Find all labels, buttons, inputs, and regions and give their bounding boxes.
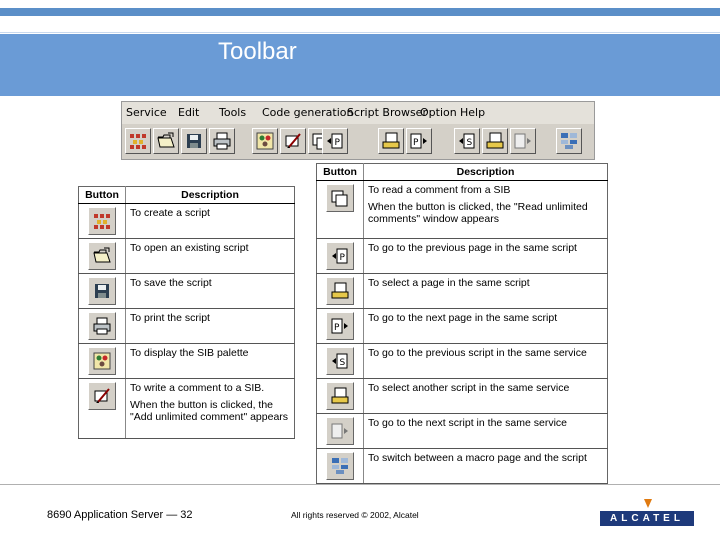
- next-script-icon-graphic: [331, 422, 349, 440]
- table-row: [317, 449, 608, 484]
- right-header-button: Button: [317, 164, 364, 181]
- svg-text:P: P: [334, 323, 340, 333]
- table-row: [317, 344, 608, 379]
- menu-option[interactable]: Option: [420, 106, 457, 119]
- description-text: To go to the previous script in the same service: [368, 347, 587, 359]
- description-cell: [126, 344, 295, 379]
- description-text: To print the script: [130, 312, 210, 324]
- svg-text:S: S: [466, 138, 473, 148]
- button-cell: [317, 379, 364, 414]
- toolbar-button-open-script[interactable]: [153, 128, 179, 154]
- toolbar-button-add-comment[interactable]: [280, 128, 306, 154]
- open-script-icon-graphic: [93, 247, 111, 265]
- toolbar-button-previous-script[interactable]: [454, 128, 480, 154]
- description-text: To open an existing script: [130, 242, 249, 254]
- left-header-description: Description: [126, 187, 295, 204]
- table-row: [79, 344, 295, 379]
- print-script-icon: [88, 312, 116, 340]
- table-row: [79, 239, 295, 274]
- table-row: [317, 239, 608, 274]
- read-comment-icon: [326, 184, 354, 212]
- description-text: To write a comment to a SIB.: [130, 382, 265, 394]
- description-cell: [126, 204, 295, 239]
- description-text: To create a script: [130, 207, 210, 219]
- description-text: To switch between a macro page and the script: [368, 452, 587, 464]
- table-row: [317, 309, 608, 344]
- button-cell: [317, 449, 364, 484]
- left-header-button: Button: [79, 187, 126, 204]
- create-script-icon-graphic: [129, 132, 147, 150]
- description-cell: [126, 239, 295, 274]
- slide-title: Toolbar: [218, 38, 297, 65]
- toolbar-button-print-script[interactable]: [209, 128, 235, 154]
- button-cell: [79, 344, 126, 379]
- select-script-icon-graphic: [486, 132, 504, 150]
- previous-page-icon: [326, 242, 354, 270]
- button-cell: [79, 379, 126, 439]
- button-cell: [79, 274, 126, 309]
- description-text: To select a page in the same script: [368, 277, 530, 289]
- add-comment-icon-graphic: [284, 132, 302, 150]
- button-cell: [317, 309, 364, 344]
- toolbar-button-previous-page[interactable]: [322, 128, 348, 154]
- menu-script-browser[interactable]: Script Browser: [347, 106, 427, 119]
- toolbar-button-next-script[interactable]: [510, 128, 536, 154]
- select-page-icon: [326, 277, 354, 305]
- create-script-icon: [88, 207, 116, 235]
- right-description-table: [316, 163, 608, 484]
- description-cell: [364, 379, 608, 414]
- toolbar-button-select-script[interactable]: [482, 128, 508, 154]
- menu-edit[interactable]: Edit: [178, 106, 200, 119]
- switch-macro-page-icon: [326, 452, 354, 480]
- previous-script-icon: [326, 347, 354, 375]
- previous-page-icon-graphic: [331, 247, 349, 265]
- next-page-icon-graphic: [331, 317, 349, 335]
- add-comment-icon-graphic: [93, 387, 111, 405]
- table-row: [317, 274, 608, 309]
- next-page-icon-graphic: [410, 132, 428, 150]
- menu-bar: [122, 102, 594, 124]
- previous-script-icon-graphic: [331, 352, 349, 370]
- select-page-icon-graphic: [331, 282, 349, 300]
- description-cell: [364, 414, 608, 449]
- description-text: To go to the previous page in the same script: [368, 242, 577, 254]
- create-script-icon-graphic: [93, 212, 111, 230]
- toolbar-button-next-page[interactable]: [406, 128, 432, 154]
- right-header-description: Description: [364, 164, 608, 181]
- svg-text:P: P: [413, 138, 419, 148]
- description-text: When the button is clicked, the "Add unlimited comment" appears: [130, 399, 289, 423]
- button-cell: [317, 344, 364, 379]
- toolbar-button-select-page[interactable]: [378, 128, 404, 154]
- toolbar-button-save-script[interactable]: [181, 128, 207, 154]
- toolbar-screenshot: [121, 101, 595, 160]
- svg-text:S: S: [339, 358, 346, 368]
- menu-tools[interactable]: Tools: [219, 106, 247, 119]
- switch-macro-page-icon-graphic: [560, 132, 578, 150]
- description-cell: [126, 379, 295, 439]
- table-row: [317, 414, 608, 449]
- table-row: [79, 309, 295, 344]
- description-cell: [126, 309, 295, 344]
- footer-divider: [0, 484, 720, 485]
- table-row: [317, 379, 608, 414]
- description-cell: [364, 449, 608, 484]
- banner-divider: [0, 32, 720, 33]
- next-script-icon: [326, 417, 354, 445]
- menu-help[interactable]: Help: [460, 106, 486, 119]
- description-cell: [364, 274, 608, 309]
- left-description-table: [78, 186, 295, 439]
- select-page-icon-graphic: [382, 132, 400, 150]
- alcatel-logo: ALCATEL: [600, 511, 694, 526]
- top-stripe: [0, 8, 720, 16]
- button-cell: [317, 414, 364, 449]
- description-text: When the button is clicked, the "Read unlimited comments" window appears: [368, 201, 588, 225]
- toolbar-row: [122, 127, 594, 157]
- open-script-icon: [88, 242, 116, 270]
- description-text: To go to the next script in the same service: [368, 417, 568, 429]
- description-cell: [364, 239, 608, 274]
- table-row: [79, 204, 295, 239]
- select-script-icon-graphic: [331, 387, 349, 405]
- description-cell: [364, 309, 608, 344]
- svg-text:P: P: [339, 253, 345, 263]
- description-text: To go to the next page in the same script: [368, 312, 558, 324]
- select-script-icon: [326, 382, 354, 410]
- button-cell: [317, 274, 364, 309]
- toolbar-button-create-script[interactable]: [125, 128, 151, 154]
- next-page-icon: [326, 312, 354, 340]
- sib-palette-icon-graphic: [93, 352, 111, 370]
- button-cell: [79, 239, 126, 274]
- footer-copyright: All rights reserved © 2002, Alcatel: [291, 510, 419, 520]
- menu-service[interactable]: Service: [126, 106, 167, 119]
- previous-page-icon-graphic: [326, 132, 344, 150]
- description-cell: [364, 181, 608, 239]
- save-script-icon: [88, 277, 116, 305]
- title-banner: [0, 34, 720, 96]
- menu-code-generation[interactable]: Code generation: [262, 106, 354, 119]
- description-cell: [364, 344, 608, 379]
- button-cell: [79, 309, 126, 344]
- description-text: To display the SIB palette: [130, 347, 249, 359]
- save-script-icon-graphic: [93, 282, 111, 300]
- print-script-icon-graphic: [93, 317, 111, 335]
- save-script-icon-graphic: [185, 132, 203, 150]
- next-script-icon-graphic: [514, 132, 532, 150]
- description-text: To save the script: [130, 277, 212, 289]
- button-cell: [79, 204, 126, 239]
- previous-script-icon-graphic: [458, 132, 476, 150]
- description-text: To select another script in the same service: [368, 382, 570, 394]
- svg-text:P: P: [334, 138, 340, 148]
- add-comment-icon: [88, 382, 116, 410]
- read-comment-icon-graphic: [331, 189, 349, 207]
- table-row: [79, 379, 295, 439]
- description-cell: [126, 274, 295, 309]
- button-cell: [317, 239, 364, 274]
- print-script-icon-graphic: [213, 132, 231, 150]
- table-row: [317, 181, 608, 239]
- open-script-icon-graphic: [157, 132, 175, 150]
- sib-palette-icon: [88, 347, 116, 375]
- footer-page-label: 8690 Application Server — 32: [47, 509, 193, 521]
- button-cell: [317, 181, 364, 239]
- description-text: To read a comment from a SIB: [368, 184, 511, 196]
- alcatel-logo-mark: [644, 499, 652, 508]
- table-row: [79, 274, 295, 309]
- sib-palette-icon-graphic: [256, 132, 274, 150]
- switch-macro-page-icon-graphic: [331, 457, 349, 475]
- toolbar-button-switch-macro-page[interactable]: [556, 128, 582, 154]
- toolbar-button-sib-palette[interactable]: [252, 128, 278, 154]
